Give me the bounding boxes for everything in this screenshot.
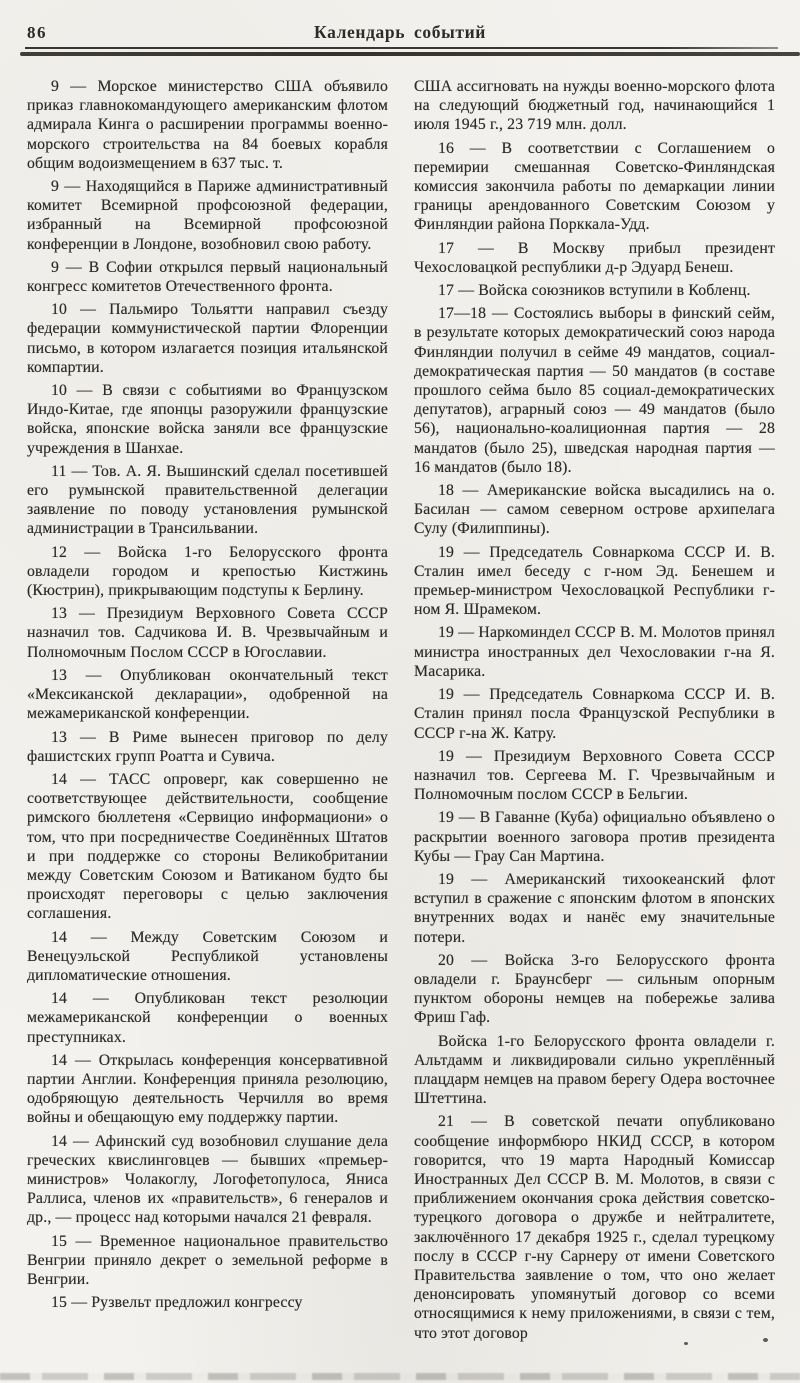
entry-paragraph: 14 — Открылась конференция консервативной партии Англии. Конференция приняла резолюцию, одобряющую деятельность Черчилля во время войны и обещающую ему поддержку партии. xyxy=(27,1051,388,1127)
entry-paragraph: 9 — Морское министерство США объявило приказ главнокомандующего американским флотом адмирала Кинга о расширении программы военно-морского строительства на 84 боевых корабля общим водоизмещением в 637 тыс. т. xyxy=(27,78,388,172)
entry-paragraph: 17—18 — Состоялись выборы в финский сейм, в результате которых демократический союз народа Финляндии получил в сейме 49 мандатов, социал-демократическая партия — 50 мандатов (в составе прошлого сейма было 85 социал-демократических депутатов), аграрный союз — 49 мандатов (было 56), национально-коалиционная партия — 28 мандатов (было 25), шведская народная партия — 16 мандатов (было 18). xyxy=(414,305,775,476)
entry-paragraph: 10 — В связи с событиями во Французском Индо-Китае, где японцы разоружили французские войска, японские войска заняли все французские учреждения в Шанхае. xyxy=(27,382,388,457)
entry-paragraph: 14 — Опубликован текст резолюции межамериканской конференции о военных преступниках. xyxy=(27,990,388,1046)
entry-paragraph: 12 — Войска 1-го Белорусского фронта овладели городом и крепостью Кистжинь (Кюстрин), прикрывающим подступы к Берлину. xyxy=(27,543,388,600)
header-rule-thin xyxy=(25,47,778,49)
entry-paragraph: 11 — Тов. А. Я. Вышинский сделал посетившей его румынской правительственной делегации заявление по поводу установления румынской администрации в Трансильвании. xyxy=(27,462,388,538)
left-column xyxy=(27,77,388,1347)
entry-paragraph: 21 — В советской печати опубликовано сообщение информбюро НКИД СССР, в котором говорится, что 19 марта Народный Комиссар Иностранных Дел СССР В. М. Молотов, в связи с приближением окончания срока действия советско-турецкого договора о дружбе и нейтралитете, заключённого 17 декабря 1925 г., сделал турецкому послу в СССР г-ну Сарнеру от имени Советского Правительства заявление о том, что оно желает денонсировать упомянутый договор со всеми относящимися к нему приложениями, в связи с тем, что этот договор xyxy=(414,1113,775,1342)
entry-paragraph: 19 — Президиум Верховного Совета СССР назначил тов. Сергеева М. Г. Чрезвычайным и Полномочным послом СССР в Бельгии. xyxy=(414,747,775,804)
scan-artifact-band xyxy=(0,1373,800,1380)
entry-paragraph: 19 — Председатель Совнаркома СССР И. В. Сталин принял посла Французской Республики в СССР г-на Ж. Катру. xyxy=(414,686,775,742)
entry-paragraph: 19 — Председатель Совнаркома СССР И. В. Сталин имел беседу с г-ном Эд. Бенешем и премьер-министром Чехословацкой Республики г-ном Я. Шрамеком. xyxy=(414,543,775,619)
entry-paragraph: США ассигновать на нужды военно-морского флота на следующий бюджетный год, начинающийся 1 июля 1945 г., 23 719 млн. долл. xyxy=(414,78,775,134)
scan-speck xyxy=(763,1338,768,1342)
entry-paragraph: 15 — Временное национальное правительство Венгрии приняло декрет о земельной реформе в Венгрии. xyxy=(27,1232,388,1288)
entry-paragraph: 9 — Находящийся в Париже административный комитет Всемирной профсоюзной федерации, избранный на Всемирной профсоюзной конференции в Лондоне, возобновил свою работу. xyxy=(27,178,388,253)
entry-paragraph: Войска 1-го Белорусского фронта овладели г. Альтдамм и ликвидировали сильно укреплённый плацдарм немцев на правом берегу Одера восточнее Штеттина. xyxy=(414,1032,775,1108)
entry-paragraph: 9 — В Софии открылся первый национальный конгресс комитетов Отечественного фронта. xyxy=(27,258,388,296)
entry-paragraph: 18 — Американские войска высадились на о. Басилан — самом северном острове архипелага Сулу (Филиппины). xyxy=(414,482,775,538)
right-column xyxy=(414,77,775,1347)
entry-paragraph: 14 — Между Советским Союзом и Венецуэльской Республикой установлены дипломатические отношения. xyxy=(27,928,388,984)
entry-paragraph: 13 — Президиум Верховного Совета СССР назначил тов. Садчикова И. В. Чрезвычайным и Полномочным Послом СССР в Югославии. xyxy=(27,605,388,661)
entry-paragraph: 14 — Афинский суд возобновил слушание дела греческих квислинговцев — бывших «премьер-министров» Чолакоглу, Логофетопулоса, Яниса Раллиса, членов их «правительств», 6 генералов и др., — процесс над которыми начался 21 февраля. xyxy=(27,1132,388,1227)
scan-speck xyxy=(684,1342,688,1345)
entry-paragraph: 19 — Американский тихоокеанский флот вступил в сражение с японским флотом в японских внутренних водах и нанёс ему значительные потери. xyxy=(414,870,775,946)
page-header xyxy=(0,22,800,46)
entry-paragraph: 16 — В соответствии с Соглашением о перемирии смешанная Советско-Финляндская комиссия закончила работы по демаркации линии границы арендованного Советским Союзом у Финляндии района Порккала-Удд. xyxy=(414,139,775,234)
entry-paragraph: 20 — Войска 3-го Белорусского фронта овладели г. Браунсберг — сильным опорным пунктом обороны немцев на побережье залива Фриш Гаф. xyxy=(414,951,775,1027)
entry-paragraph: 15 — Рузвельт предложил конгрессу xyxy=(51,1294,303,1312)
entry-paragraph: 10 — Пальмиро Тольятти направил съезду федерации коммунистической партии Флоренции письмо, в котором излагается позиция итальянской компартии. xyxy=(27,301,388,376)
text-columns xyxy=(27,77,775,1347)
page-number: 86 xyxy=(27,23,47,42)
entry-paragraph: 17 — В Москву прибыл президент Чехословацкой республики д-р Эдуард Бенеш. xyxy=(414,239,775,276)
entry-paragraph: 19 — Наркоминдел СССР В. М. Молотов принял министра иностранных дел Чехословакии г-на Я. Масарика. xyxy=(414,624,775,680)
header-rule-thick xyxy=(20,52,800,56)
entry-paragraph: 13 — В Риме вынесен приговор по делу фашистских групп Роатта и Сувича. xyxy=(27,728,388,765)
entry-paragraph: 14 — ТАСС опроверг, как совершенно не соответствующее действительности, сообщение римского бюллетеня «Сервицио информациони» о том, что при посредничестве Соединённых Штатов и при поддержке со стороны Великобритании между Советским Союзом и Ватиканом будто бы происходят переговоры с целью заключения соглашения. xyxy=(27,770,388,923)
entry-paragraph: 19 — В Гаванне (Куба) официально объявлено о раскрытии военного заговора против президента Кубы — Грау Сан Мартина. xyxy=(414,809,775,865)
entry-paragraph: 17 — Войска союзников вступили в Кобленц. xyxy=(438,282,751,300)
page-title: Календарь событий xyxy=(314,22,486,42)
entry-paragraph: 13 — Опубликован окончательный текст «Мексиканской декларации», одобренной на межамериканской конференции. xyxy=(27,666,388,723)
